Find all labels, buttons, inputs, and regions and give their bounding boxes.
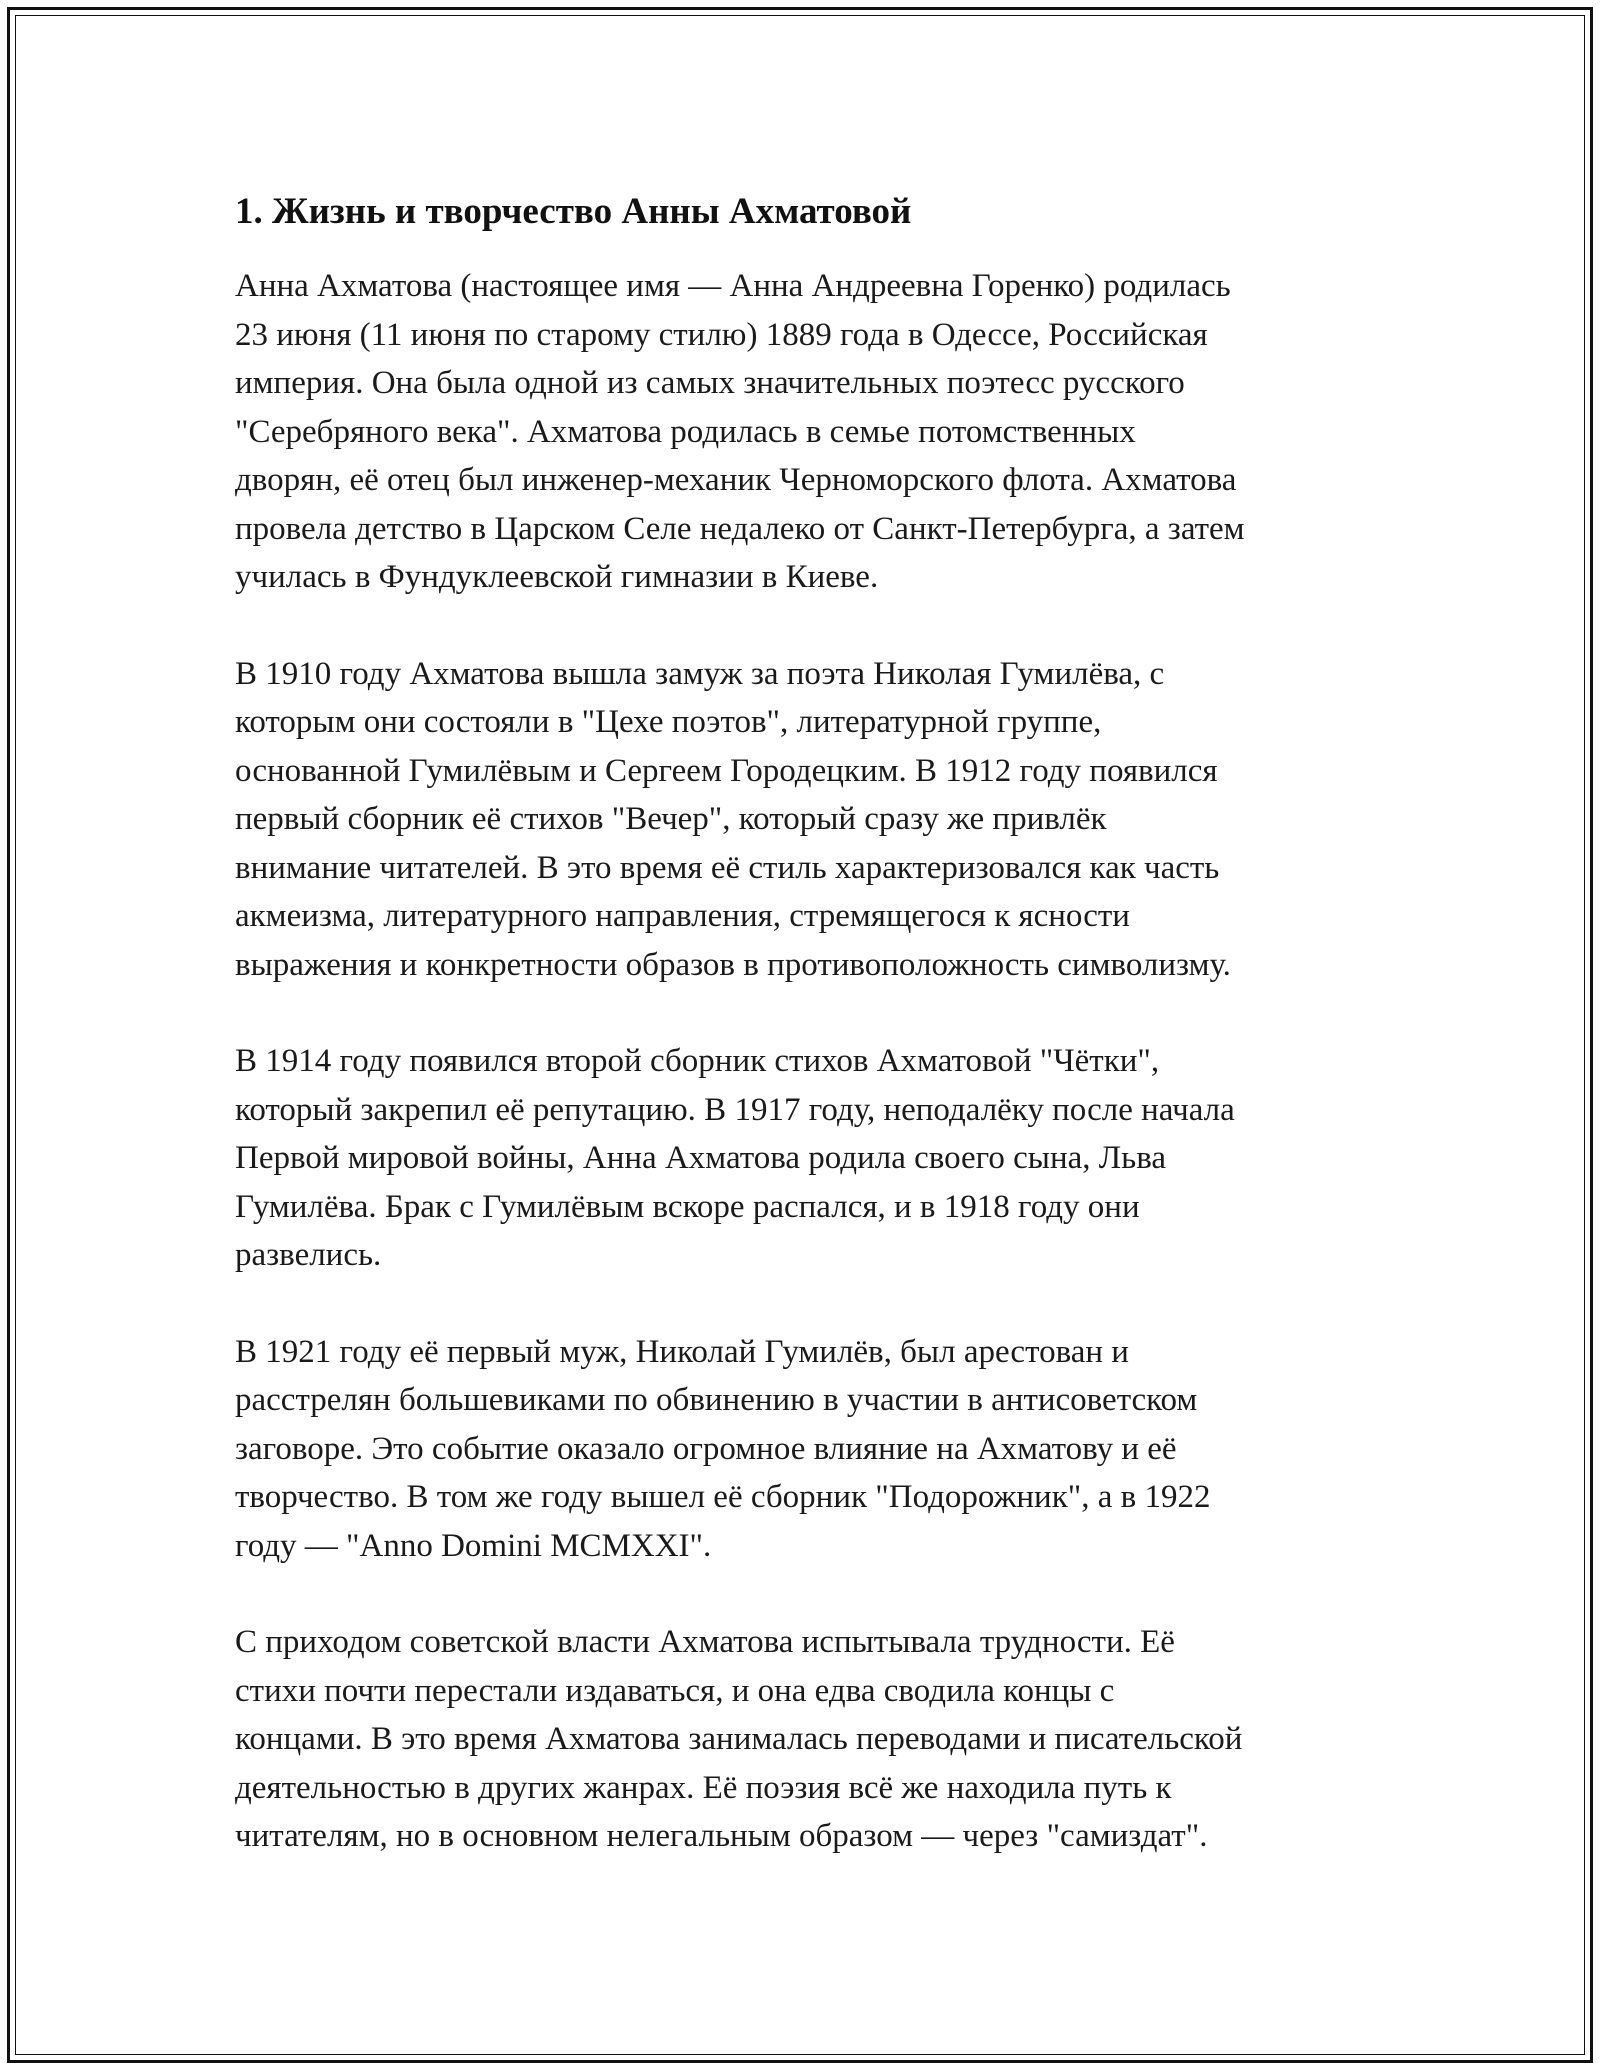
text-line: акмеизма, литературного направления, стремящегося к ясности — [235, 898, 1130, 934]
text-line: 23 июня (11 июня по старому стилю) 1889 года в Одессе, Российская — [235, 316, 1208, 353]
text-line: провела детство в Царском Селе недалеко от Санкт-Петербурга, а затем — [235, 510, 1245, 547]
text-line: училась в Фундуклеевской гимназии в Киеве. — [235, 559, 879, 595]
text-line: В 1921 году её первый муж, Николай Гумилёв, был арестован и — [235, 1333, 1129, 1370]
text-line: концами. В это время Ахматова занималась переводами и писательской — [235, 1721, 1243, 1757]
text-line: выражения и конкретности образов в противоположность символизму. — [235, 946, 1231, 983]
paragraph-marriage-1910 — [235, 650, 1385, 990]
text-line: которым они состояли в "Цехе поэтов", литературной группе, — [235, 704, 1102, 740]
text-line: Анна Ахматова (настоящее имя — Анна Андреевна Горенко) родилась — [235, 268, 1231, 304]
text-line: деятельностью в других жанрах. Её поэзия всё же находила путь к — [235, 1769, 1172, 1806]
text-line: расстрелян большевиками по обвинению в участии в антисоветском — [235, 1382, 1198, 1418]
text-line: который закрепил её репутацию. В 1917 году, неподалёку после начала — [235, 1091, 1235, 1128]
paragraph-chetki-1914 — [235, 1037, 1385, 1280]
text-line: читателям, но в основном нелегальным образом — через "самиздат". — [235, 1818, 1208, 1854]
text-line: творчество. В том же году вышел её сборник "Подорожник", а в 1922 — [235, 1479, 1211, 1515]
text-line: В 1910 году Ахматова вышла замуж за поэта Николая Гумилёва, с — [235, 655, 1165, 692]
text-line: основанной Гумилёвым и Сергеем Городецким. В 1912 году появился — [235, 752, 1218, 789]
paragraph-1921 — [235, 1328, 1385, 1571]
text-line: первый сборник её стихов "Вечер", который сразу же привлёк — [235, 801, 1107, 837]
text-line: году — "Anno Domini MCMXXI". — [235, 1527, 712, 1564]
section-heading: 1. Жизнь и творчество Анны Ахматовой — [235, 191, 912, 232]
paragraph-early-life — [235, 262, 1385, 602]
text-line: Первой мировой войны, Анна Ахматова родила своего сына, Льва — [235, 1140, 1166, 1176]
text-line: развелись. — [235, 1237, 382, 1273]
text-line: "Серебряного века". Ахматова родилась в семье потомственных — [235, 413, 1136, 450]
text-line: внимание читателей. В это время её стиль характеризовался как часть — [235, 849, 1220, 886]
paragraph-soviet-era — [235, 1618, 1385, 1861]
text-line: стихи почти перестали издаваться, и она едва сводила концы с — [235, 1672, 1115, 1709]
text-line: С приходом советской власти Ахматова испытывала трудности. Её — [235, 1624, 1175, 1660]
text-line: империя. Она была одной из самых значительных поэтесс русского — [235, 365, 1185, 401]
document-body — [235, 186, 1385, 1909]
text-line: дворян, её отец был инженер-механик Черноморского флота. Ахматова — [235, 462, 1237, 498]
text-line: заговоре. Это событие оказало огромное влияние на Ахматову и её — [235, 1430, 1177, 1467]
text-line: В 1914 году появился второй сборник стихов Ахматовой "Чётки", — [235, 1043, 1160, 1079]
text-line: Гумилёва. Брак с Гумилёвым вскоре распался, и в 1918 году они — [235, 1188, 1140, 1225]
